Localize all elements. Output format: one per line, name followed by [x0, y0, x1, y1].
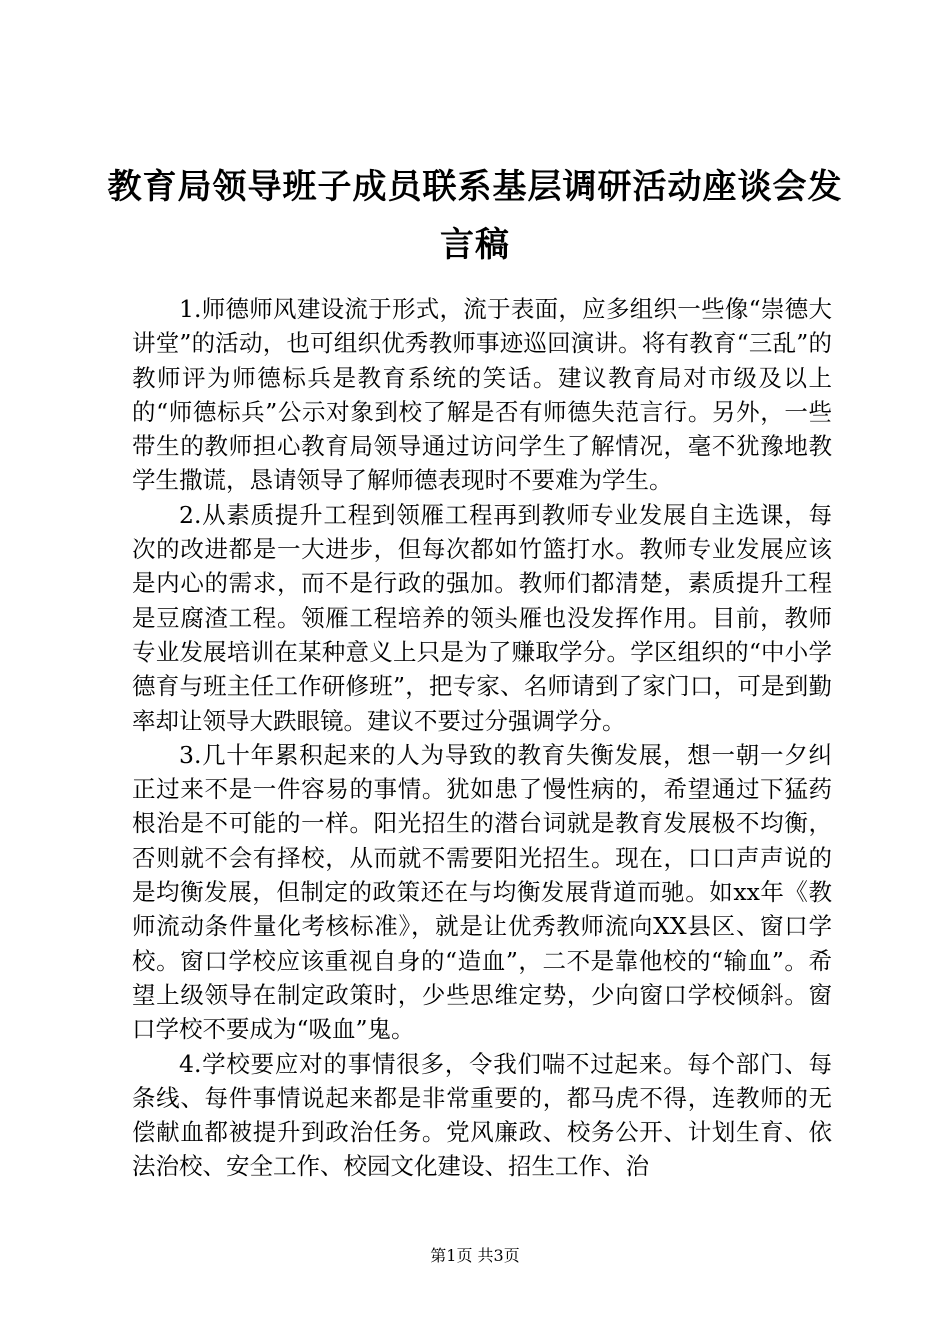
paragraph-2: 2.从素质提升工程到领雁工程再到教师专业发展自主选课，每次的改进都是一大进步，但每次都如竹篮打水。教师专业发展应该是内心的需求，而不是行政的强加。教师们都清楚，素质提升工程是豆腐渣工程。领雁工程培养的领头雁也没发挥作用。目前，教师专业发展培训在某种意义上只是为了赚取学分。学区组织的“中小学德育与班主任工作研修班”，把专家、名师请到了家门口，可是到勤率却让领导大跌眼镜。建议不要过分强调学分。: [132, 500, 832, 735]
document-body: [132, 292, 832, 1184]
document-title: 教育局领导班子成员联系基层调研活动座谈会发言稿: [107, 167, 843, 265]
page-footer: 第1页 共3页: [430, 1246, 520, 1265]
paragraph-1: 1.师德师风建设流于形式，流于表面，应多组织一些像“崇德大讲堂”的活动，也可组织优秀教师事迹巡回演讲。将有教育“三乱”的教师评为师德标兵是教育系统的笑话。建议教育局对市级及以上的“师德标兵”公示对象到校了解是否有师德失范言行。另外，一些带生的教师担心教育局领导通过访问学生了解情况，毫不犹豫地教学生撒谎，恳请领导了解师德表现时不要难为学生。: [132, 295, 832, 495]
paragraph-4: 4.学校要应对的事情很多，令我们喘不过起来。每个部门、每条线、每件事情说起来都是非常重要的，都马虎不得，连教师的无偿献血都被提升到政治任务。党风廉政、校务公开、计划生育、依法治校、安全工作、校园文化建设、招生工作、治: [132, 1049, 832, 1181]
paragraph-3: 3.几十年累积起来的人为导致的教育失衡发展，想一朝一夕纠正过来不是一件容易的事情。犹如患了慢性病的，希望通过下猛药根治是不可能的一样。阳光招生的潜台词就是教育发展极不均衡，否则就不会有择校，从而就不需要阳光招生。现在，口口声声说的是均衡发展，但制定的政策还在与均衡发展背道而驰。如xx年《教师流动条件量化考核标准》，就是让优秀教师流向XX县区、窗口学校。窗口学校应该重视自身的“造血”，二不是靠他校的“输血”。希望上级领导在制定政策时，少些思维定势，少向窗口学校倾斜。窗口学校不要成为“吸血”鬼。: [132, 740, 832, 1044]
